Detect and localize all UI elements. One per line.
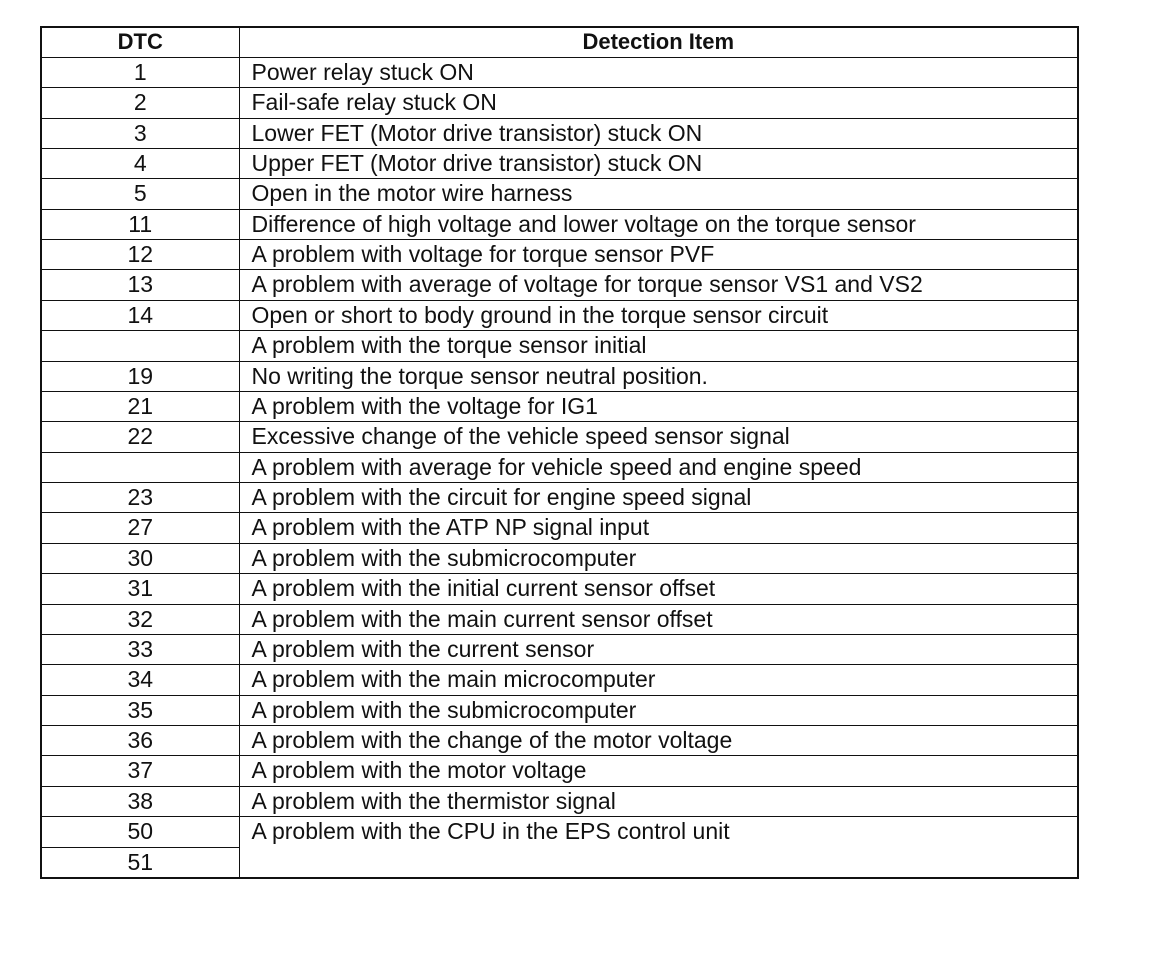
- dtc-code-cell: 31: [41, 574, 239, 604]
- table-row: [41, 513, 1078, 543]
- table-row: [41, 786, 1078, 816]
- table-row: [41, 847, 1078, 878]
- table-row: [41, 391, 1078, 421]
- header-detection-item: Detection Item: [239, 27, 1078, 57]
- detection-item-cell: A problem with the circuit for engine speed signal: [239, 483, 1078, 513]
- dtc-code-cell: 32: [41, 604, 239, 634]
- detection-item-cell: A problem with voltage for torque sensor PVF: [239, 240, 1078, 270]
- detection-item-cell: A problem with the change of the motor voltage: [239, 726, 1078, 756]
- dtc-code-cell: 21: [41, 391, 239, 421]
- table-body: [41, 57, 1078, 878]
- dtc-code-cell: 12: [41, 240, 239, 270]
- detection-item-cell: A problem with the main current sensor offset: [239, 604, 1078, 634]
- header-dtc: DTC: [41, 27, 239, 57]
- detection-item-cell: A problem with the torque sensor initial: [239, 331, 1078, 361]
- detection-item-cell: No writing the torque sensor neutral position.: [239, 361, 1078, 391]
- dtc-code-cell: 1: [41, 57, 239, 87]
- table-row: [41, 118, 1078, 148]
- dtc-code-cell: 11: [41, 209, 239, 239]
- table-row: [41, 543, 1078, 573]
- dtc-code-cell: 13: [41, 270, 239, 300]
- dtc-code-cell: 22: [41, 422, 239, 452]
- dtc-code-cell: 23: [41, 483, 239, 513]
- detection-item-cell: Power relay stuck ON: [239, 57, 1078, 87]
- dtc-code-cell: 2: [41, 88, 239, 118]
- table-row: [41, 817, 1078, 847]
- table-row: [41, 240, 1078, 270]
- table-row: [41, 209, 1078, 239]
- dtc-code-cell: 5: [41, 179, 239, 209]
- dtc-code-cell: [41, 452, 239, 482]
- detection-item-cell: A problem with the voltage for IG1: [239, 391, 1078, 421]
- table-row: [41, 361, 1078, 391]
- dtc-code-cell: 34: [41, 665, 239, 695]
- table-row: [41, 88, 1078, 118]
- table-row: [41, 179, 1078, 209]
- detection-item-cell: A problem with the CPU in the EPS control unit: [239, 817, 1078, 847]
- detection-item-cell: Fail-safe relay stuck ON: [239, 88, 1078, 118]
- table-row: [41, 574, 1078, 604]
- detection-item-cell: A problem with the main microcomputer: [239, 665, 1078, 695]
- dtc-table: [40, 26, 1079, 879]
- dtc-code-cell: 14: [41, 300, 239, 330]
- detection-item-cell: A problem with average for vehicle speed and engine speed: [239, 452, 1078, 482]
- detection-item-cell: Difference of high voltage and lower voltage on the torque sensor: [239, 209, 1078, 239]
- dtc-code-cell: 37: [41, 756, 239, 786]
- table-row: [41, 483, 1078, 513]
- dtc-code-cell: 3: [41, 118, 239, 148]
- table-row: [41, 148, 1078, 178]
- detection-item-cell: [239, 847, 1078, 878]
- dtc-code-cell: 50: [41, 817, 239, 847]
- detection-item-cell: Excessive change of the vehicle speed sensor signal: [239, 422, 1078, 452]
- table-row: [41, 695, 1078, 725]
- table-row: [41, 665, 1078, 695]
- detection-item-cell: A problem with the current sensor: [239, 634, 1078, 664]
- dtc-code-cell: 36: [41, 726, 239, 756]
- detection-item-cell: A problem with average of voltage for torque sensor VS1 and VS2: [239, 270, 1078, 300]
- detection-item-cell: Upper FET (Motor drive transistor) stuck ON: [239, 148, 1078, 178]
- detection-item-cell: A problem with the thermistor signal: [239, 786, 1078, 816]
- detection-item-cell: A problem with the submicrocomputer: [239, 695, 1078, 725]
- detection-item-cell: A problem with the submicrocomputer: [239, 543, 1078, 573]
- detection-item-cell: A problem with the motor voltage: [239, 756, 1078, 786]
- dtc-code-cell: 19: [41, 361, 239, 391]
- detection-item-cell: Open or short to body ground in the torque sensor circuit: [239, 300, 1078, 330]
- dtc-code-cell: 38: [41, 786, 239, 816]
- table-row: [41, 756, 1078, 786]
- table-row: [41, 300, 1078, 330]
- table-row: [41, 270, 1078, 300]
- table-header-row: [41, 27, 1078, 57]
- table-row: [41, 604, 1078, 634]
- dtc-code-cell: 33: [41, 634, 239, 664]
- dtc-code-cell: 35: [41, 695, 239, 725]
- dtc-code-cell: 4: [41, 148, 239, 178]
- detection-item-cell: Lower FET (Motor drive transistor) stuck ON: [239, 118, 1078, 148]
- table-row: [41, 452, 1078, 482]
- dtc-code-cell: [41, 331, 239, 361]
- detection-item-cell: Open in the motor wire harness: [239, 179, 1078, 209]
- table-row: [41, 57, 1078, 87]
- detection-item-cell: A problem with the ATP NP signal input: [239, 513, 1078, 543]
- table-row: [41, 331, 1078, 361]
- dtc-code-cell: 51: [41, 847, 239, 878]
- dtc-code-cell: 30: [41, 543, 239, 573]
- table-row: [41, 422, 1078, 452]
- table-row: [41, 634, 1078, 664]
- detection-item-cell: A problem with the initial current sensor offset: [239, 574, 1078, 604]
- dtc-code-cell: 27: [41, 513, 239, 543]
- table-row: [41, 726, 1078, 756]
